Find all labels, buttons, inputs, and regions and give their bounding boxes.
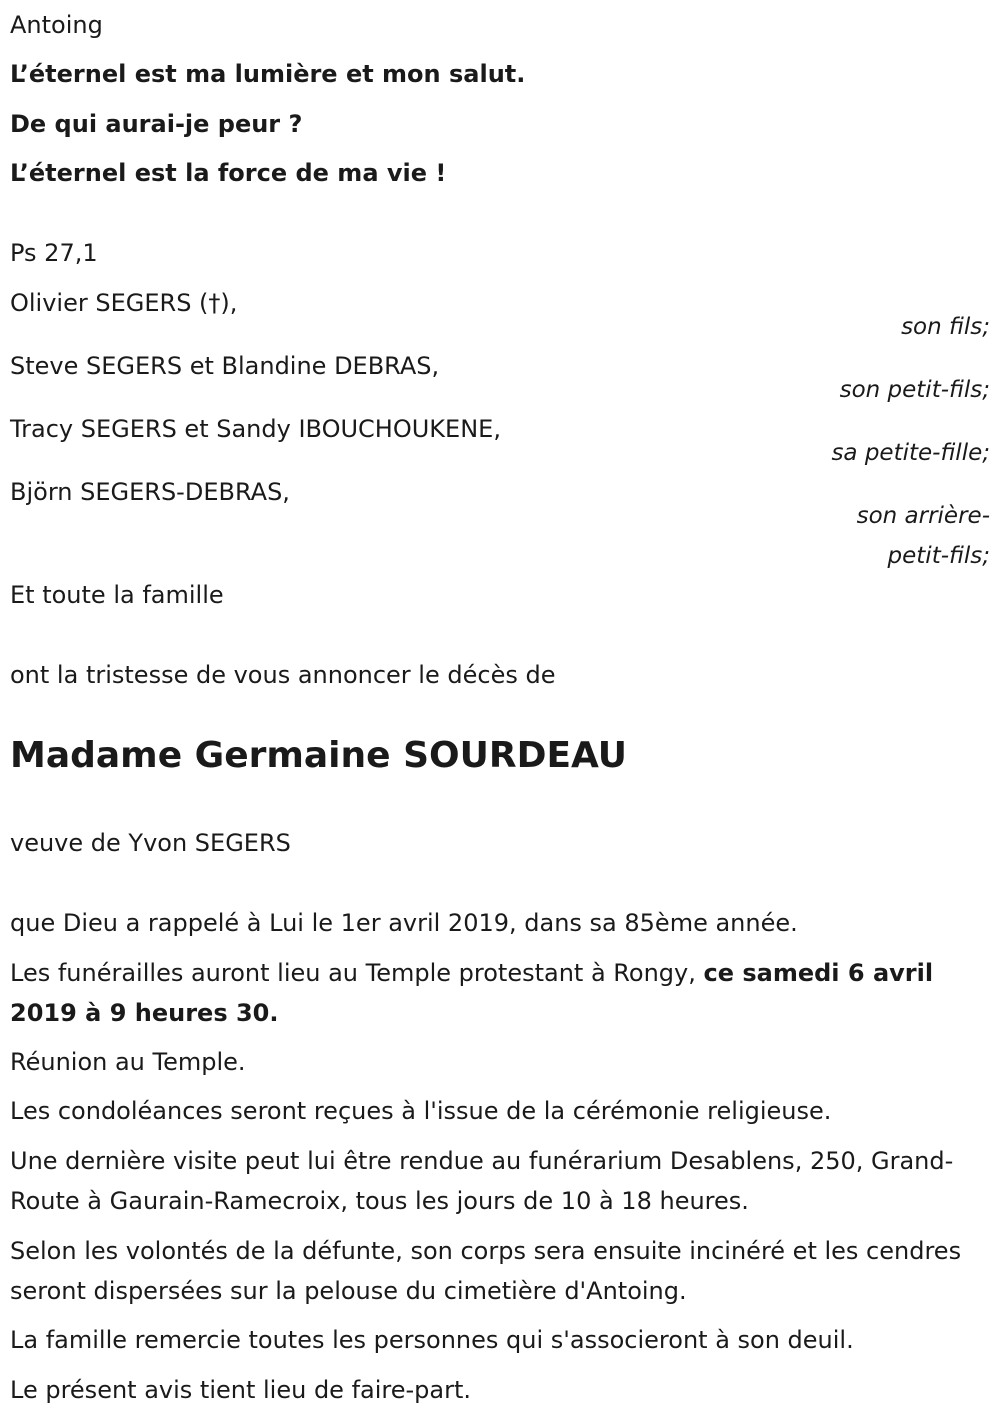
family-name-4: Björn SEGERS-DEBRAS, — [10, 478, 290, 506]
cremation-paragraph: Selon les volontés de la défunte, son corps sera ensuite incinéré et les cendres seront dispersées sur la pelouse du cimetière d'Antoing. — [10, 1237, 962, 1305]
family-name-3: Tracy SEGERS et Sandy IBOUCHOUKENE, — [10, 415, 501, 443]
verse-reference: Ps 27,1 — [10, 239, 98, 267]
condolences-paragraph: Les condoléances seront reçues à l'issue de la cérémonie religieuse. — [10, 1097, 832, 1125]
widow-of: veuve de Yvon SEGERS — [10, 829, 291, 857]
location: Antoing — [10, 11, 103, 39]
family-relation-3: sa petite-fille; — [831, 440, 990, 466]
family-all: Et toute la famille — [10, 581, 224, 609]
deceased-name: Madame Germaine SOURDEAU — [10, 735, 628, 776]
family-name-1: Olivier SEGERS (†), — [10, 289, 238, 317]
funeral-paragraph — [10, 953, 985, 1033]
family-relation-2: son petit-fils; — [839, 377, 990, 403]
death-date-paragraph: que Dieu a rappelé à Lui le 1er avril 2019, dans sa 85ème année. — [10, 909, 798, 937]
thanks-paragraph: La famille remercie toutes les personnes qui s'associeront à son deuil. — [10, 1326, 854, 1354]
family-name-2: Steve SEGERS et Blandine DEBRAS, — [10, 352, 440, 380]
meeting-paragraph: Réunion au Temple. — [10, 1048, 246, 1076]
visit-paragraph: Une dernière visite peut lui être rendue au funérarium Desablens, 250, Grand-Route à Gaurain-Ramecroix, tous les jours de 10 à 18 heures. — [10, 1147, 954, 1215]
announcement: ont la tristesse de vous annoncer le décès de — [10, 661, 556, 689]
family-relation-1: son fils; — [901, 314, 990, 340]
verse-line-2: De qui aurai-je peur ? — [10, 110, 303, 138]
verse-line-1: L’éternel est ma lumière et mon salut. — [10, 60, 526, 88]
family-relation-4b: petit-fils; — [887, 543, 990, 569]
family-relation-4a: son arrière- — [856, 503, 990, 529]
verse-line-3: L’éternel est la force de ma vie ! — [10, 159, 447, 187]
funeral-date-time: ce samedi 6 avril 2019 à 9 heures 30. — [10, 959, 934, 1027]
funeral-text: Les funérailles auront lieu au Temple protestant à Rongy, — [10, 959, 704, 987]
notice-paragraph: Le présent avis tient lieu de faire-part. — [10, 1376, 472, 1404]
